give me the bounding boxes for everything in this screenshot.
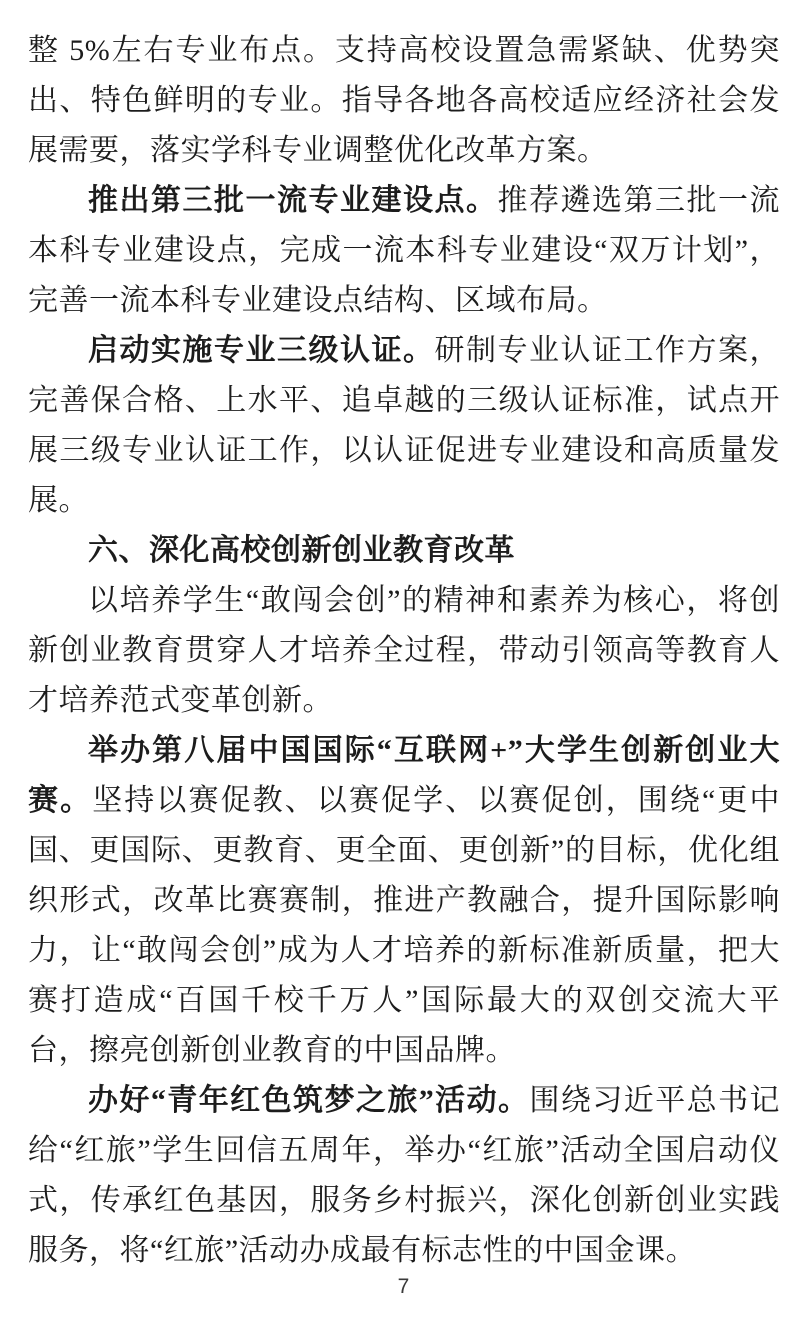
document-body (28, 26, 780, 1276)
paragraph-text: 推荐遴选第三批一流本科专业建设点，完成一流本科专业建设“双万计划”，完善一流本科专业建设点结构、区域布局。 (28, 184, 780, 317)
paragraph-lead: 办好“青年红色筑梦之旅”活动。 (88, 1084, 530, 1117)
paragraph-text: 坚持以赛促教、以赛促学、以赛促创，围绕“更中国、更国际、更教育、更全面、更创新”的目标，优化组织形式，改革比赛赛制，推进产教融合，提升国际影响力，让“敢闯会创”成为人才培养的新标准新质量，把大赛打造成“百国千校千万人”国际最大的双创交流大平台，擦亮创新创业教育的中国品牌。 (28, 784, 781, 1067)
page-number: 7 (397, 1275, 410, 1298)
paragraph-lead: 启动实施专业三级认证。 (88, 334, 435, 367)
paragraph-lead: 推出第三批一流专业建设点。 (88, 184, 498, 217)
paragraph-continuation (28, 26, 780, 176)
paragraph-text: 整 5%左右专业布点。支持高校设置急需紧缺、优势突出、特色鲜明的专业。指导各地各高校适应经济社会发展需要，落实学科专业调整优化改革方案。 (28, 34, 780, 167)
paragraph-text: 以培养学生“敢闯会创”的精神和素养为核心，将创新创业教育贯穿人才培养全过程，带动引领高等教育人才培养范式变革创新。 (28, 584, 780, 717)
paragraph-text: 围绕习近平总书记给“红旅”学生回信五周年，举办“红旅”活动全国启动仪式，传承红色基因，服务乡村振兴，深化创新创业实践服务，将“红旅”活动办成最有标志性的中国金课。 (28, 1084, 781, 1267)
paragraph (28, 176, 780, 326)
section-heading: 六、深化高校创新创业教育改革 (88, 534, 515, 567)
paragraph-lead: 举办第八届中国国际“互联网+”大学生创新创业大赛。 (28, 734, 780, 817)
paragraph-text: 研制专业认证工作方案，完善保合格、上水平、追卓越的三级认证标准，试点开展三级专业认证工作，以认证促进专业建设和高质量发展。 (28, 334, 780, 517)
paragraph (28, 1076, 780, 1276)
paragraph (28, 326, 780, 526)
paragraph (28, 726, 780, 1076)
paragraph (28, 576, 780, 726)
